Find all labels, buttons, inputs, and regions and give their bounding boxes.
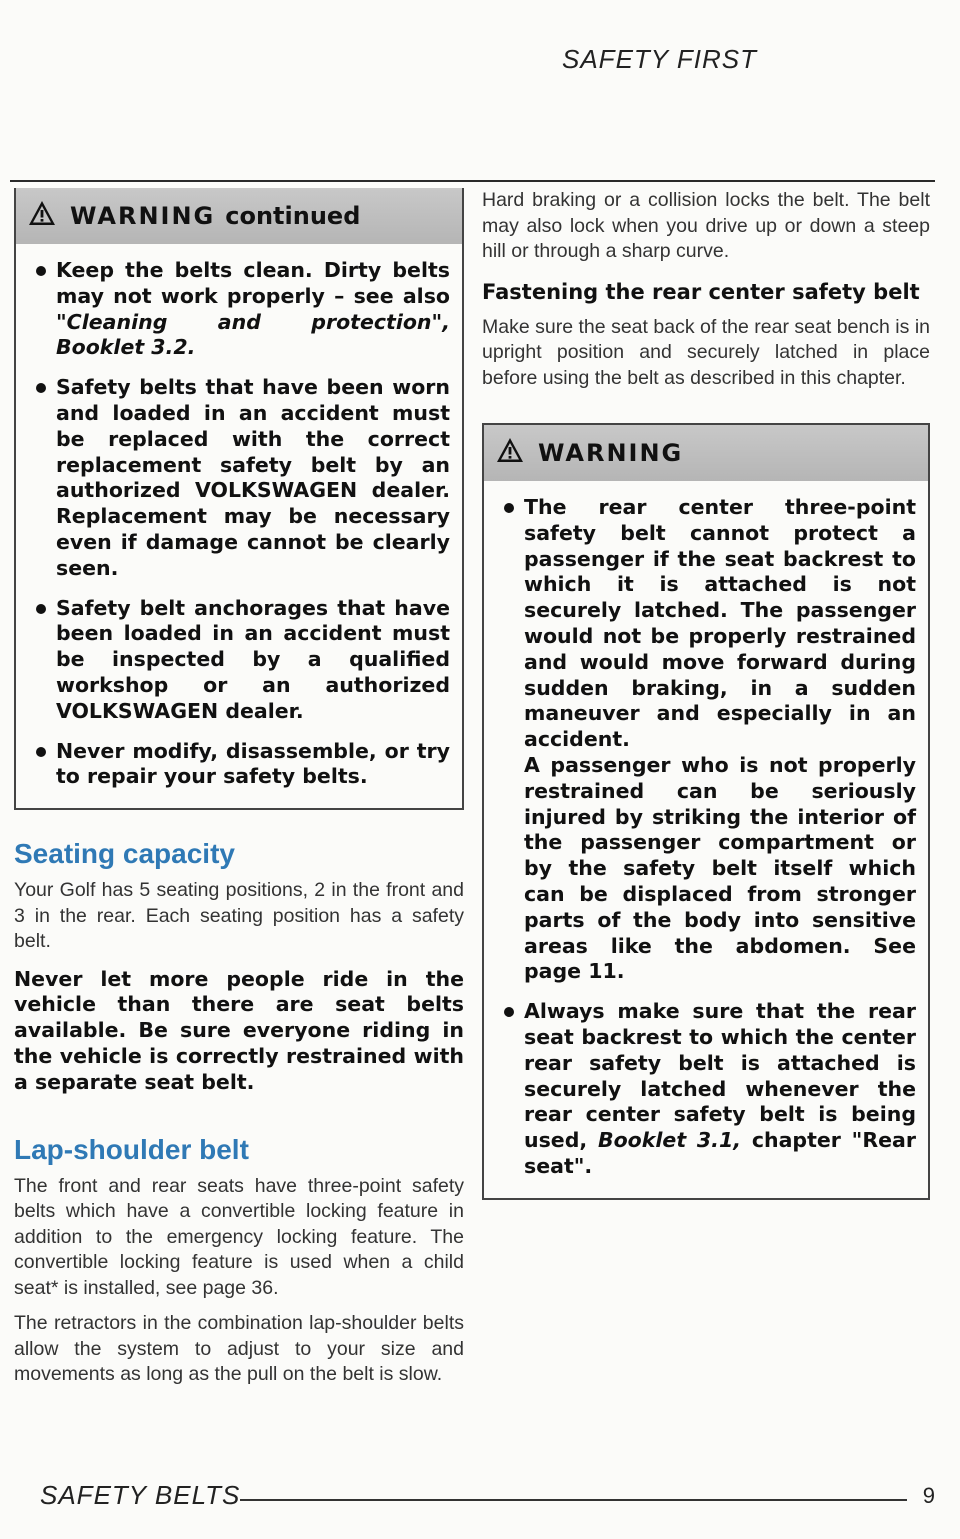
lap-shoulder-text-1: The front and rear seats have three-point safety belts which have a convertible locking feature in addition to the emergency locking feature. The convertible locking feature is used when a child seat* is installed, see page 36. (14, 1174, 464, 1299)
warning-item (16, 258, 462, 361)
bullet-icon (504, 1007, 514, 1017)
warning-item-text: The rear center three-point safety belt cannot protect a passenger if the seat backrest to which it is attached is not securely latched. The passenger would not be properly restrained and would move forward during sudden braking, in a sudden maneuver and especially in an accident. (524, 495, 916, 752)
seating-capacity-warning-text: Never let more people ride in the vehicle than there are seat belts available. Be sure everyone riding in the vehicle is correctly restrained with a separate seat belt. (14, 966, 464, 1094)
warning-triangle-icon (496, 437, 524, 469)
warning-item-text: Safety belts that have been worn and loaded in an accident must be replaced with the correct replacement safety belt by an authorized VOLKSWAGEN dealer. Replacement may be necessary even if damage cannot be clearly seen. (56, 375, 450, 580)
warning-continued-label: continued (225, 202, 361, 230)
header-rule (10, 180, 935, 182)
warning-item-text: Keep the belts clean. Dirty belts may not work properly – see also (56, 258, 450, 308)
warning-item-text: Safety belt anchorages that have been loaded in an accident must be inspected by a qualified workshop or an authorized VOLKSWAGEN dealer. (56, 595, 450, 723)
warning-item-text: Always make sure that the rear seat backrest to which the center rear safety belt is attached is securely latched whenever the rear center safety belt is being used, (524, 999, 916, 1153)
warning-title: WARNING (538, 439, 684, 467)
warning-item-reference: "Cleaning and protection", Booklet 3.2. (56, 309, 450, 360)
warning-item (16, 375, 462, 581)
page-footer (40, 1480, 935, 1511)
warning-header (484, 425, 928, 481)
warning-item (16, 739, 462, 791)
bullet-icon (36, 383, 46, 393)
seating-capacity-text: Your Golf has 5 seating positions, 2 in the front and 3 in the rear. Each seating position has a safety belt. (14, 879, 464, 953)
warning-header (16, 188, 462, 244)
seating-capacity-heading: Seating capacity (14, 838, 235, 870)
braking-text: Hard braking or a collision locks the belt. The belt may also lock when you drive up or down a steep hill or through a sharp curve. (482, 189, 930, 262)
warning-item-text-continued: A passenger who is not properly restrained can be seriously injured by striking the interior of the passenger compartment or by the safety belt itself which can be displaced from stronger parts of the body into sensitive areas like the abdomen. See page 11. (524, 752, 916, 984)
warning-item-text: Never modify, disassemble, or try to repair your safety belts. (56, 738, 450, 789)
warning-triangle-icon (28, 200, 56, 232)
fastening-text: Make sure the seat back of the rear seat bench is in upright position and securely latched in place before using the belt as described in this chapter. (482, 315, 930, 389)
page-number: 9 (922, 1482, 935, 1508)
warning-item (484, 495, 928, 985)
warning-item (16, 596, 462, 725)
warning-item (484, 999, 928, 1180)
right-column (482, 188, 930, 1200)
bullet-icon (36, 604, 46, 614)
warning-item-text-end: chapter "Rear seat". (524, 1128, 916, 1178)
footer-section-title: SAFETY BELTS (40, 1480, 241, 1510)
bullet-icon (36, 266, 46, 276)
page-header-title: SAFETY FIRST (562, 44, 757, 74)
left-column (14, 188, 464, 1388)
lap-shoulder-heading: Lap-shoulder belt (14, 1133, 249, 1165)
fastening-heading: Fastening the rear center safety belt (482, 279, 920, 304)
lap-shoulder-text-2: The retractors in the combination lap-shoulder belts allow the system to adjust to your size and movements as long as the pull on the belt is slow. (14, 1312, 464, 1386)
warning-box-continued (14, 188, 464, 810)
footer-rule (240, 1499, 906, 1501)
warning-item-reference: Booklet 3.1, (597, 1128, 742, 1153)
bullet-icon (504, 503, 514, 513)
warning-title: WARNING (70, 202, 216, 230)
bullet-icon (36, 747, 46, 757)
warning-box (482, 423, 930, 1200)
